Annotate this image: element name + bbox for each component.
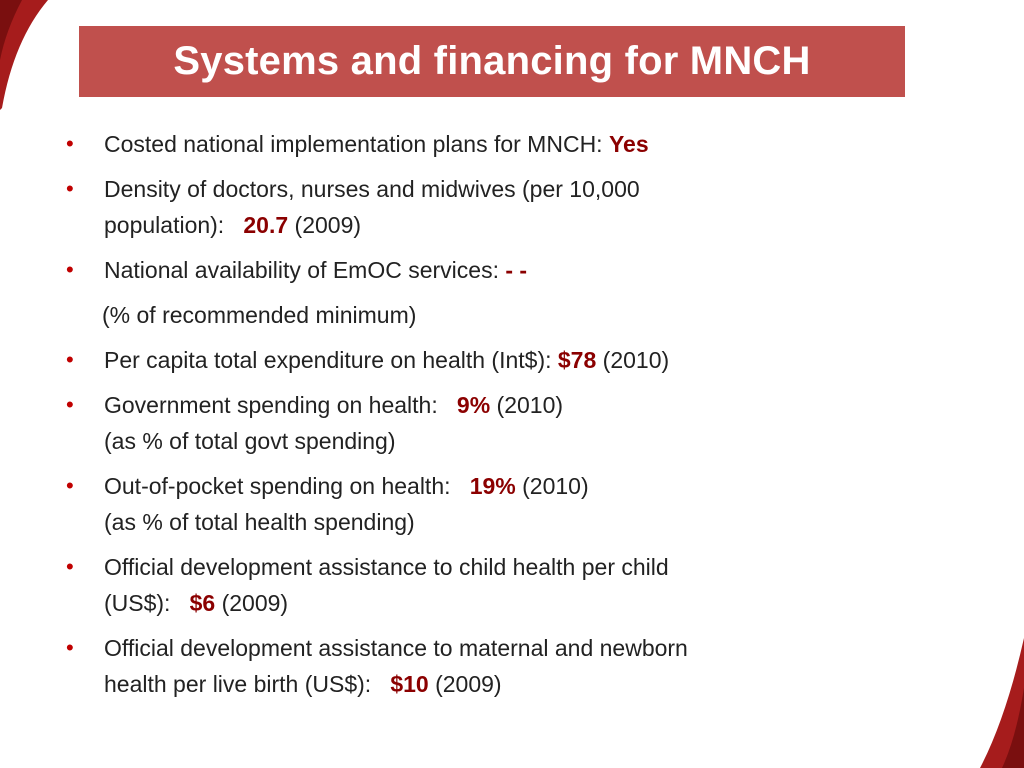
list-item [62,342,902,378]
item-label: Official development assistance to maternal and newborn [104,635,688,661]
item-text [104,468,589,540]
list-item [62,252,902,288]
list-item [62,549,902,621]
bullet-icon: • [66,635,74,660]
corner-decoration-bottom-right [974,638,1024,768]
item-label: Per capita total expenditure on health (Int$): [104,347,558,373]
corner-decoration-top-left [0,0,60,110]
bullet-icon: • [66,473,74,498]
item-text [104,171,640,243]
item-label: Density of doctors, nurses and midwives (per 10,000 [104,176,640,202]
item-note: (as % of total health spending) [104,509,415,535]
item-label: Costed national implementation plans for MNCH: [104,131,609,157]
item-label-continued: population): [104,212,244,238]
list-item [62,126,902,162]
item-text [104,630,688,702]
list-item [62,171,902,243]
item-text [104,549,669,621]
list-item [62,387,902,459]
item-year: (2010) [596,347,670,373]
item-value: 9% [456,392,491,418]
item-value: $10 [390,671,429,697]
item-value: - - [505,257,528,283]
slide-title: Systems and financing for MNCH [173,39,811,83]
item-note: (as % of total govt spending) [104,428,396,454]
bullet-icon: • [66,392,74,417]
item-text [104,126,649,162]
item-value: $78 [557,347,597,373]
item-subnote: (% of recommended minimum) [102,302,417,328]
item-text [104,342,669,378]
item-year: (2009) [288,212,362,238]
item-value: 20.7 [243,212,289,238]
item-label-continued: health per live birth (US$): [104,671,391,697]
bullet-icon: • [66,131,74,156]
bullet-icon: • [66,176,74,201]
item-value: $6 [189,590,216,616]
item-label: Government spending on health: [104,392,457,418]
item-text [104,387,563,459]
bullet-icon: • [66,347,74,372]
item-text [104,252,527,288]
item-label: Official development assistance to child health per child [104,554,669,580]
list-item [62,630,902,702]
list-item [62,468,902,540]
item-value: 19% [469,473,516,499]
item-label-continued: (US$): [104,590,190,616]
bullet-icon: • [66,257,74,282]
item-year: (2010) [515,473,589,499]
title-bar [79,26,905,97]
item-value: Yes [608,131,649,157]
bullet-icon: • [66,554,74,579]
item-label: National availability of EmOC services: [104,257,506,283]
item-year: (2010) [490,392,564,418]
item-year: (2009) [215,590,289,616]
item-label: Out-of-pocket spending on health: [104,473,470,499]
item-year: (2009) [428,671,502,697]
bullet-list [62,126,902,711]
